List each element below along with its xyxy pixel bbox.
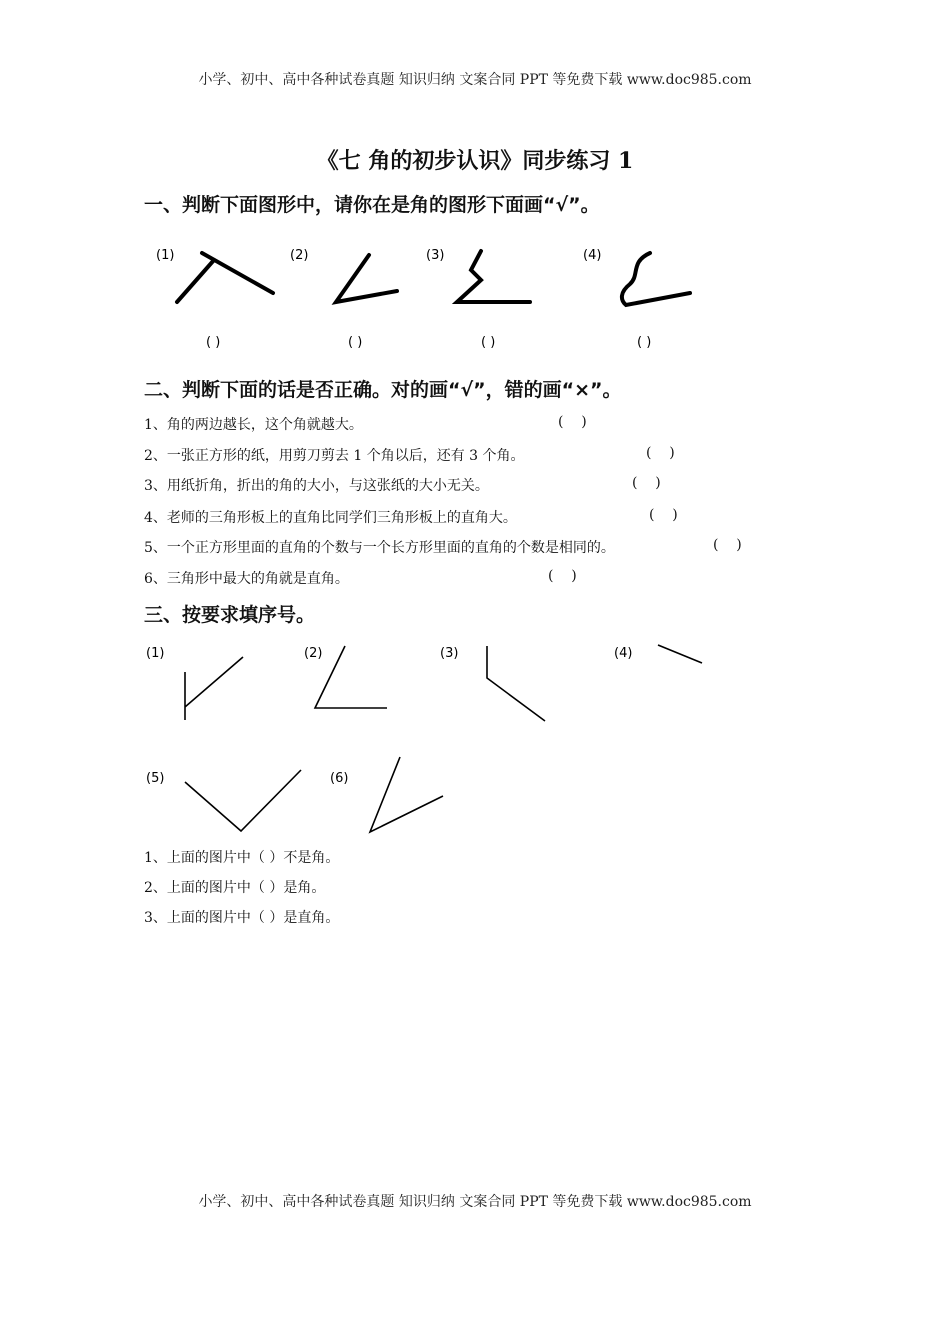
s3-shape-3 (487, 646, 545, 721)
s3-shape-1 (185, 657, 243, 720)
s3-question-3: 3、上面的图片中（ ）是直角。 (144, 910, 340, 926)
s3-shape-2 (315, 646, 387, 708)
s3-question-1: 1、上面的图片中（ ）不是角。 (144, 850, 340, 866)
s1-figure-label-3: (3) (426, 248, 445, 263)
s2-answer-paren-1[interactable]: ( ) (558, 414, 587, 430)
s2-item-2: 2、一张正方形的纸，用剪刀剪去 1 个角以后，还有 3 个角。 (144, 448, 525, 464)
section3-heading: 三、按要求填序号。 (144, 604, 316, 626)
s2-item-4: 4、老师的三角形板上的直角比同学们三角形板上的直角大。 (144, 510, 517, 526)
section2-heading: 二、判断下面的话是否正确。对的画“√”，错的画“×”。 (144, 379, 622, 401)
s2-answer-paren-5[interactable]: ( ) (713, 537, 742, 553)
page-footer: 小学、初中、高中各种试卷真题 知识归纳 文案合同 PPT 等免费下载 www.doc985.com (198, 1194, 752, 1210)
s3-shape-4 (658, 645, 702, 663)
s3-figure-label-2: (2) (304, 646, 323, 661)
s1-answer-paren-3[interactable]: ( ) (481, 335, 496, 350)
s1-answer-paren-2[interactable]: ( ) (348, 335, 363, 350)
s2-item-3: 3、用纸折角，折出的角的大小，与这张纸的大小无关。 (144, 478, 489, 494)
s1-figure-label-4: (4) (583, 248, 602, 263)
s3-figure-label-1: (1) (146, 646, 165, 661)
page-header: 小学、初中、高中各种试卷真题 知识归纳 文案合同 PPT 等免费下载 www.doc985.com (198, 72, 752, 88)
s3-question-2: 2、上面的图片中（ ）是角。 (144, 880, 326, 896)
s3-shape-6 (370, 757, 443, 832)
s1-answer-paren-1[interactable]: ( ) (206, 335, 221, 350)
section1-heading: 一、判断下面图形中，请你在是角的图形下面画“√”。 (144, 194, 600, 216)
s1-figure-label-1: (1) (156, 248, 175, 263)
s2-item-6: 6、三角形中最大的角就是直角。 (144, 571, 349, 587)
s3-figure-label-4: (4) (614, 646, 633, 661)
s3-figure-label-3: (3) (440, 646, 459, 661)
s2-answer-paren-3[interactable]: ( ) (632, 475, 661, 491)
s2-answer-paren-4[interactable]: ( ) (649, 507, 678, 523)
s2-answer-paren-6[interactable]: ( ) (548, 568, 577, 584)
s2-item-1: 1、角的两边越长，这个角就越大。 (144, 417, 363, 433)
s1-answer-paren-4[interactable]: ( ) (637, 335, 652, 350)
s1-figure-label-2: (2) (290, 248, 309, 263)
page-title: 《七 角的初步认识》同步练习 1 (316, 148, 634, 174)
s3-figure-label-5: (5) (146, 771, 165, 786)
s3-figure-label-6: (6) (330, 771, 349, 786)
s2-answer-paren-2[interactable]: ( ) (646, 445, 675, 461)
s3-shape-5 (185, 770, 301, 831)
s2-item-5: 5、一个正方形里面的直角的个数与一个长方形里面的直角的个数是相同的。 (144, 540, 615, 556)
